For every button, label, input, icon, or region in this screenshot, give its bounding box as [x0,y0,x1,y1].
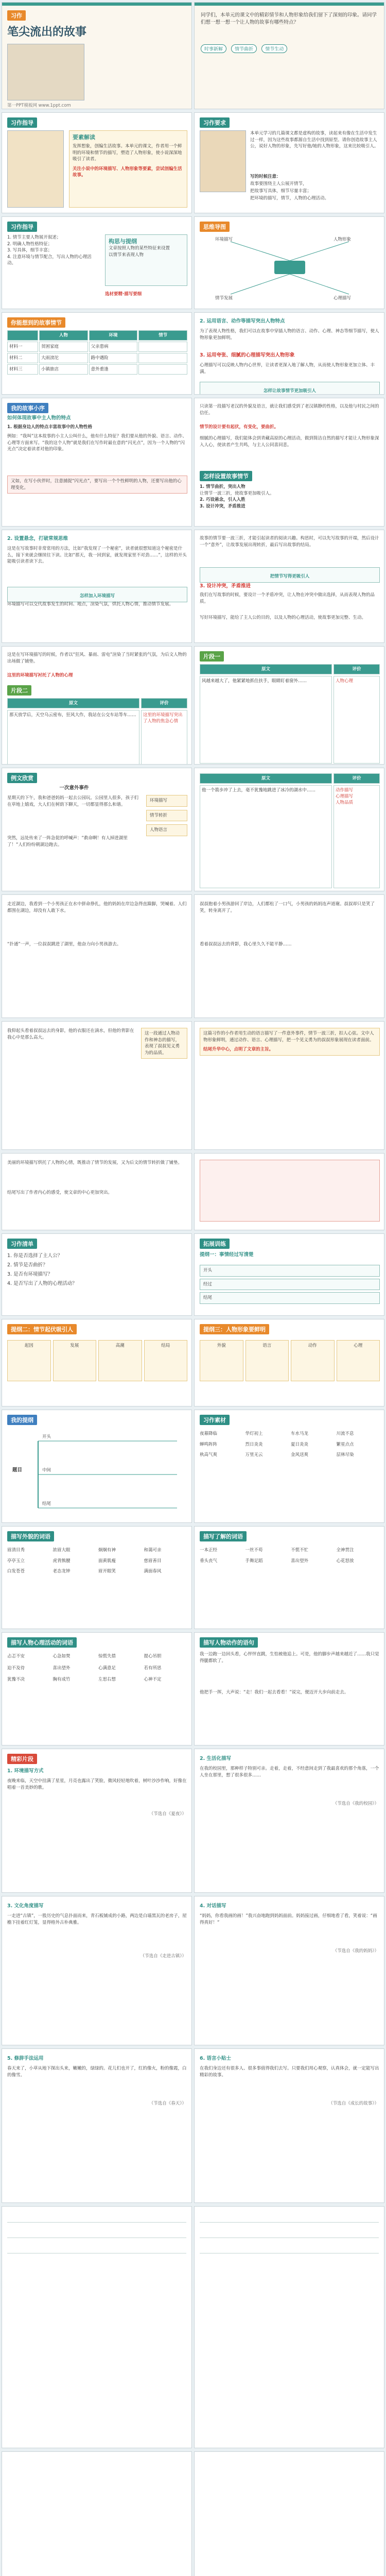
s22-items [200,1265,380,1304]
slide-environment [2,646,192,765]
s23-tag: 提纲二：情节起伏吸引人 [7,1324,77,1334]
compare-right-3: 人物品质 [336,800,354,805]
s3-req-1: 故事要围绕主人公展开情节， [250,181,307,187]
s33-sub: 3. 文化角度描写 [7,1903,44,1909]
mind-map-node-2: 人物形象 [334,237,352,242]
slide-essay-comment [194,1021,384,1150]
s7-para2: 心理描写可以反映人物内心世界，让读者更深入地了解人物，从而使人物形象更加立体、丰满。 [200,363,375,375]
s3-illustration [200,130,246,192]
s10-para: 这是在写故事时非常常用的方法，比如“我发现了一个秘密”，读者就很想知道这个秘密是什么，接下来就会继续往下读。比如“那天，我一回到家，就发现家里不对劲……”，这样的开头能吸引读者读下去。 [7,546,187,564]
slide-words-understanding [194,1526,384,1629]
slide-closing-left [2,2451,192,2576]
s4-right-box [105,234,187,286]
word: 金风送爽 [291,1452,309,1458]
s2-tag: 习作指导 [7,117,37,128]
word: 眉开眼笑 [98,1569,116,1574]
s4-right-2: 以情节来表现人物 [109,252,144,258]
s7-para: 为了表现人物性格，我们可以在故事中穿插人物的语言、动作、心理、神态等细节描写，使人物形象更加鲜明。 [200,329,379,341]
s34-para: “妈妈，你看我画的画！”我兴奋地跑到妈妈面前。妈妈接过画，仔细地看了看，笑着说：“画得真好！” [200,1913,377,1925]
s35-source: （节选自《春天》） [149,2101,186,2106]
mind-map [200,232,380,304]
s12-para: 这是在写环境描写的时候，作者以“狂风、暴雨、雷电”渲染了当时紧张的气氛，为后文人物的出场做了铺垫。 [7,652,187,664]
s32-para: 在我的校园里，那种样子特别可亲。走着，走着，不经意间走到了我最喜欢的那个角落，一个人坐在那里，想了很多很多…… [200,1766,379,1778]
slide-excerpt-6 [194,2048,384,2203]
pill-2: 情节曲折 [231,44,257,53]
slide-outline-three [194,1319,384,1406]
s9-para: 故事的情节要一波三折，才能引起读者的阅读兴趣。构思时，可以先写故事的开端，然后设计一个“意外”，让故事发展出现转折，最后写出故事的结局。 [200,536,379,548]
slide-plot-design [194,398,384,527]
slide-language-action [194,312,384,395]
s18-side: 这一段通过人物动作和神态的描写，表现了叔叔见义勇为的品质。 [141,1028,187,1059]
s5b-tag: 思维导图 [200,221,230,232]
s22-title: 提纲一：事情经过写清楚 [200,1252,254,1258]
s36-source: （节选自《成长的故事》） [328,2101,379,2106]
compare-right: 人物心理 [334,676,380,764]
s4-steps [7,234,100,267]
outline-item: 经过 [200,1279,380,1291]
s28-grid [200,1547,380,1564]
s8-tag: 怎样设置故事情节 [200,470,252,481]
word: 忐忑不安 [7,1654,25,1659]
word: 手舞足蹈 [245,1558,263,1564]
s10-para2: 环境描写可以交代故事发生的时间、地点，渲染气氛，烘托人物心情，推动情节发展。 [7,602,174,607]
slide-character-traits [2,398,192,527]
s13-compare [200,664,380,764]
s23-items [7,1340,187,1381]
slide-words-psychology [2,1632,192,1745]
s20-para2: 结尾写出了作者内心的感受，使文章的中心更加突出。 [7,1190,113,1195]
s36-para: 在我们身边还有很多人、很多事值得我们去写。只要我们用心观察，认真体会，就一定能写出精彩的故事。 [200,2066,379,2078]
s19-para: 这篇习作的小作者用生动的语言描写了一件意外事件，情节一波三折，扣人心弦。文中人物形象鲜明，通过动作、语言、心理描写，把一个见义勇为的叔叔形象展现在读者面前。 [203,1031,374,1043]
s33-para: 一走进“古镇”，一股历史的气息扑面而来，青石板铺成的小路，两边是白墙黑瓦的老房子，屋檐下挂着红灯笼，显得格外古朴典雅。 [7,1913,187,1925]
s6-tag: 我的故事小序 [7,402,48,413]
s3-tag: 习作要求 [200,117,230,128]
s25-label-1: 开头 [42,1434,51,1439]
s2-box [69,130,187,208]
word: 一本正经 [200,1548,218,1553]
s26-tag: 习作素材 [200,1414,230,1425]
outline-item: 心理 [337,1340,380,1381]
s4-right-title: 构思与提纲 [109,238,137,245]
word: 心神不定 [144,1677,162,1682]
word: 面黄肌瘦 [98,1558,116,1564]
s31-source: （节选自《夏夜》） [149,1811,186,1817]
slide-essay-part-4 [2,1021,192,1150]
s30-para: 我一边跑一边回头看，心怦怦直跳，生怕被他追上。可是，他的脚步声越来越近了……我只觉得腿都软了。 [200,1652,379,1664]
s25-label-3: 结尾 [42,1501,51,1506]
s6-sub1: 1. 根据身边人的特点丰富故事中的人物性格 [7,425,93,430]
mind-map-center [274,261,305,274]
s12-highlight: 这里的环境描写衬托了人物的心理 [7,673,73,678]
s6-body: 例如：“我叫”这本故事的小主人公叫什么，他有什么特征？我们要从他的外貌、语言、动作、心理等方面来写。“我的这个人物”就是我们在写作时最在意的“闪光点”，因为一个人物的“闪光点”决定着读者对他的印象。 [7,434,187,452]
s19-box [200,1028,380,1056]
s22-tag: 拓展训练 [200,1238,230,1249]
s33-source: （节选自《走进古镇》） [140,1954,186,1959]
s4-tag: 习作指导 [7,221,37,232]
table-cell: 材料三 [7,364,38,375]
slide-closing-right [194,2451,384,2576]
compare-head-right: 评价 [334,664,380,674]
outline-item: 发展 [53,1340,97,1381]
word: 浓眉大眼 [52,1548,71,1553]
s6-box: 又如，在写小伙伴时，注意捕捉“闪光点”，要写出一个个性鲜明的人物，还要写出他的心理变化。 [7,476,187,494]
slide-top-bar [195,3,384,6]
word: 白发苍苍 [7,1569,25,1574]
word: 犹豫不决 [7,1677,25,1682]
slide-intro [194,2,384,109]
s27-grid [7,1547,187,1575]
s2-illustration [7,130,64,208]
s3-text: 本单元学习的几篇课文都是虚构的故事，读起来有像在生活中发生过一样，因为这些故事都源自生活中找到原型。请你创造故事主人公，说好人物的形象，先写好他/她的人物形象，这来比较吸引人。 [250,131,379,149]
slide-guidance [2,216,192,309]
word: 蝉鸣阵阵 [200,1442,218,1447]
s2-box-title: 要素解读 [73,134,95,141]
table-cell-empty [138,364,187,375]
s26-grid [200,1431,380,1459]
table-cell: 路中遇险 [89,353,138,363]
s9-item-3: 2. 巧设悬念，引人入胜 [200,497,245,502]
slide-checklist [2,1233,192,1316]
word: 喜出望外 [291,1558,309,1564]
word: 心满意足 [98,1665,116,1671]
s9-item-1: 1. 情节曲折，突出人物 [200,484,245,489]
slide-suspense [2,530,192,643]
table-cell: 大雨滂沱 [39,353,88,363]
s3-req-label: 写的时候注意： [250,174,281,179]
word: 老态龙钟 [52,1569,71,1574]
slide-essay-part-2 [2,894,192,1018]
pill-3: 情节生动 [261,44,287,53]
s8-para2: 细腻的心理描写，我们能体会到青藏高原的心理活动，做到简洁自然的描写才能让人物形象深入人心，使读者产生共鸣，与主人公同喜同悲。 [200,436,379,448]
word: 心急如焚 [52,1654,71,1659]
checklist-item: 2. 情节是否曲折？ [7,1262,48,1268]
word: 惊慌失措 [98,1654,116,1659]
slide-comment-3 [194,1153,384,1230]
table-header-blank [7,330,38,341]
s4-step-4: 4. 注意环境与情节配合，写出人物的心理活动。 [7,254,92,266]
slide-example-essay [2,768,192,891]
word: 川流不息 [336,1431,354,1436]
slide-excerpt-3 [2,1896,192,2045]
mind-map-node-4: 心理描写 [334,296,352,301]
outline-item: 高潮 [98,1340,142,1381]
slide-story-table [2,312,192,395]
s9-list [200,484,380,510]
s32-source: （节选自《我的校园》） [332,1801,379,1806]
compare-right: 这里的环境描写突出了人物的焦急心情 [141,710,187,765]
s9-item-2: 让情节一波三折，使故事更加吸引人。 [200,490,274,496]
s4-step-3: 3. 写具体，细节丰富； [7,248,52,253]
table-header: 情节 [138,330,187,341]
s14-para: 星期天的下午，我和爸爸妈妈一起去公园玩。公园里人很多，孩子们在草地上嬉戏，大人们在树荫下聊天，一切都显得那么和谐。 [7,795,139,807]
mind-map-link [231,274,290,294]
compare-left: 他一个箭步冲了上去，毫不犹豫地跳进了冰冷的湖水中…… [200,785,332,888]
divider [200,2222,379,2223]
word: 垂头丧气 [200,1558,218,1564]
mind-map-node-1: 环境描写 [215,237,233,242]
compare-right [334,785,380,888]
s7-sub: 3. 运用夸张、细腻的心理描写突出人物形象 [200,352,295,358]
compare-left: 那天放学后，天空乌云密布，狂风大作，我站在公交车站等车…… [7,710,139,765]
word: 万里无云 [245,1452,263,1458]
table-cell: 父亲患病 [89,342,138,352]
s11-sub: 3. 设计冲突，矛盾推进 [200,583,251,589]
s21-list [7,1252,187,1287]
slide-outline-one [194,1233,384,1316]
word: 华灯初上 [245,1431,263,1436]
mind-map-node-3: 情节发展 [215,296,233,301]
cover-badge: 习作 [7,10,26,21]
table-cell: 意外重逢 [89,364,138,375]
s31-para: 夜晚来临，天空中挂满了星星，月亮也露出了笑脸，微风轻轻地吹着，树叶沙沙作响，好像在唱着一首美妙的歌。 [7,1778,187,1790]
s20-box [200,1160,380,1222]
s7-bar: 怎样让故事情节更加吸引人 [200,382,380,395]
word: 秋高气爽 [200,1452,218,1458]
s12-compare [7,698,187,765]
s29-tag: 描写人物心理活动的词语 [7,1637,77,1648]
s24-items [200,1340,380,1381]
word: 心花怒放 [336,1558,354,1564]
table-cell: 小镇旅店 [39,364,88,375]
table-cell-empty [138,342,187,352]
outline-item: 起因 [7,1340,51,1381]
s14-side [146,795,187,836]
slide-inspiration [194,216,384,309]
s10-sub: 2. 设置悬念，打破常规思维 [7,536,68,541]
compare-head-right: 评价 [141,698,187,708]
s31-sub: 1. 环境描写方式 [7,1768,44,1774]
slide-outline-two [2,1319,192,1406]
s14-tag: 例文欣赏 [7,772,37,783]
word: 满面春风 [144,1569,162,1574]
word: 全神贯注 [336,1548,354,1553]
mind-map-link [290,274,349,294]
slide-excerpt-1 [2,1749,192,1893]
s5-tag: 你能想到的故事情节 [7,317,65,328]
s9-bar: 把情节写得更吸引人 [200,567,380,583]
cover-illustration [7,44,84,100]
s17-para2: 看着叔叔远去的背影，我心里久久不能平静…… [200,942,292,947]
s3-req-2: 把故事写具体，细节尽量丰富； [250,189,312,194]
slide-material [194,1410,384,1523]
word: 左思右想 [98,1677,116,1682]
checklist-item: 3. 是否有环境描写？ [7,1272,53,1277]
s31-tag: 精彩片段 [7,1753,37,1764]
slide-requirement-reading [2,112,192,213]
s11-para: 我们在写故事的时候，要设计一个矛盾冲突，让人物在冲突中做出选择，从而表现人物的品质。 [200,592,375,604]
intro-pills [201,43,289,53]
checklist-item: 4. 是否写出了人物的心理活动？ [7,1281,77,1286]
slide-my-outline [2,1410,192,1523]
s29-grid [7,1653,187,1683]
slide-fragment-two [194,768,384,891]
s14-side-1: 环境描写 [146,795,187,807]
intro-text: 同学们，本单元的课文中的精彩情节和人物形象给我们留下了深刻的印象。请同学们想一想一想一个让人物的故事有哪些特点？ [201,12,377,25]
s19-highlight: 结尾升华中心，点明了文章的主旨。 [203,1047,274,1052]
s13-tag: 片段一 [200,651,224,662]
s27-tag: 描写外貌的词语 [7,1531,54,1541]
word: 胸有成竹 [52,1677,71,1682]
slide-requirements [194,112,384,213]
outline-item: 动作 [291,1340,335,1381]
slide-reading-left [2,2206,192,2448]
word: 夜幕降临 [200,1431,218,1436]
s35-sub: 5. 修辞手法运用 [7,2056,44,2061]
s28-tag: 描写了解的词语 [200,1531,247,1541]
slide-cover [2,2,192,109]
s10-bar: 怎样加入环境描写 [7,587,187,602]
word: 层林尽染 [336,1452,354,1458]
s35-para: 春天来了，小草从地下探出头来，嫩嫩的，绿绿的。花儿们也开了，红的像火，粉的像霞，白的像雪。 [7,2066,187,2078]
compare-head-left: 原文 [200,773,332,784]
s7-heading: 2. 运用语言、动作等描写突出人物特点 [200,318,285,324]
s14-side-3: 人物语言 [146,824,187,836]
compare-right-1: 动作描写 [336,788,354,793]
pill-1: 时事新解 [201,44,226,53]
compare-right-2: 心理描写 [336,794,354,799]
s2-text: 发挥想象，创编生活故事。本单元的课文，作者用一个鲜明的环境和情节的描写，塑造了人物形象，使小说深深地吸引了读者。 [73,144,182,162]
compare-head-left: 原文 [200,664,332,674]
slide-fragment-one [194,646,384,765]
word: 慈眉善目 [144,1558,162,1564]
s16-para2: “扑通”一声，一位叔叔跳进了湖里，他奋力向小男孩游去。 [7,942,121,947]
word: 眉清目秀 [7,1548,25,1553]
table-header: 环境 [89,330,138,341]
word: 一丝不苟 [245,1548,263,1553]
slide-words-appearance [2,1526,192,1629]
s30-tag: 描写人物动作的语句 [200,1637,258,1648]
s4-sub: 选材要精·描写要细 [105,292,142,297]
s12-tag: 片段二 [7,685,31,696]
slide-plot-twist [194,530,384,643]
s36-sub: 6. 语言小贴士 [200,2056,232,2061]
s16-para: 走近湖边，我看到一个小男孩正在水中拼命挣扎，他的妈妈在岸边急得直跺脚，哭喊着。人们都围在湖边，却没有人敢下水。 [7,902,187,913]
s8-highlight: 情节的设计要有起伏，有变化，要曲折。 [200,425,279,430]
outline-item: 结尾 [200,1292,380,1304]
s25-topic: 题目 [12,1467,23,1473]
word: 烈日炎炎 [245,1442,263,1447]
table-cell-empty [138,353,187,363]
outline-item: 语言 [245,1340,289,1381]
s14-title: 一次意外事件 [59,785,89,791]
s4-step-1: 1. 情节主要人物展开叙述； [7,235,61,240]
cover-title: 笔尖流出的故事 [7,25,87,39]
s4-right-1: 文章按照人物的某些特征来设置 [109,246,170,251]
s6-heading: 如何体现故事中主人物的特点 [7,415,71,421]
s11-para2: 写好环境描写，能给了主人公的目的，以及人物的心理活动，使故事更加完整、生动。 [200,615,366,620]
mind-map-link [231,242,290,261]
s20-para: 美丽的环境描写烘托了人物的心情，既推动了情节的发展，又为后文的情节转折做了铺垫。 [7,1160,183,1165]
divider [7,2222,186,2223]
word: 和蔼可亲 [144,1548,162,1553]
word: 迫不及待 [7,1665,25,1671]
slide-essay-part-3 [194,894,384,1018]
s24-tag: 提纲三：人物形象要鲜明 [200,1324,269,1334]
s8-para: 只读第一段描写老汉的外貌及语言，就让我们感受到了老汉镇静的性格，以及他与村民之间的信任。 [200,404,379,416]
s3-req-3: 把环境的描写，情节，人物的心理活动。 [250,196,329,201]
table-cell: 材料二 [7,353,38,363]
word: 夏日炎炎 [291,1442,309,1447]
s14-para2: 突然，远处传来了一阵急促的呼喊声：“救命啊！有人掉进湖里了！”人们纷纷朝湖边跑去。 [7,836,128,848]
word: 喜出望外 [52,1665,71,1671]
s15-compare [200,773,380,888]
s25-label-2: 中间 [42,1468,51,1473]
outline-item: 开头 [200,1265,380,1277]
outline-bracket [33,1431,187,1518]
s30-para2: 他把手一挥，大声说：“走！我们一起去看看！”说完，便迈开大步向前走去。 [200,1690,349,1695]
word: 不慌不忙 [291,1548,309,1553]
slide-excerpt-4 [194,1896,384,2045]
compare-head-left: 原文 [7,698,139,708]
slide-reading-right [194,2206,384,2448]
slide-action-sentences [194,1632,384,1745]
s14-side-2: 情节转折 [146,810,187,822]
word: 提心吊胆 [144,1654,162,1659]
s34-source: （节选自《我的妈妈》） [332,1948,379,1954]
slide-top-bar [2,3,191,6]
s2-highlight: 关注小说中的环境描写、人物形象等要素，尝试创编生活故事。 [73,166,182,178]
s9-item-4: 3. 设计冲突，矛盾推进 [200,503,245,509]
s21-tag: 习作清单 [7,1238,37,1249]
slide-comment-2 [2,1153,192,1230]
compare-head-right: 评价 [334,773,380,784]
cover-publisher: 第一PPT模板网 www.1ppt.com [7,103,71,108]
word: 车水马龙 [291,1431,309,1436]
word: 繁星点点 [336,1442,354,1447]
s18-para: 我仰起头看着叔叔远去的身影，他的衣服还在滴水，但他的背影在我心中是那么高大。 [7,1028,134,1040]
table-header: 人物 [39,330,88,341]
word: 虎背熊腰 [52,1558,71,1564]
table-cell: 贫困家庭 [39,342,88,352]
word: 炯炯有神 [98,1548,116,1553]
slide-excerpt-2 [194,1749,384,1893]
s25-tag: 我的提纲 [7,1414,37,1425]
s34-sub: 4. 对话描写 [200,1903,226,1909]
story-table [7,330,187,375]
outline-item: 外貌 [200,1340,243,1381]
table-cell: 材料一 [7,342,38,352]
word: 若有所思 [144,1665,162,1671]
word: 亭亭玉立 [7,1558,25,1564]
mind-map-link [290,242,349,261]
s17-para: 叔叔抱着小男孩游回了岸边，人们都松了一口气，小男孩的妈妈连声道谢。叔叔却只是笑了笑，转身离开了。 [200,902,375,913]
compare-left: 风越来越大了，他紧紧地抓住扶手，眼睛盯着窗外…… [200,676,332,764]
s32-sub: 2. 生活化描写 [200,1756,232,1761]
slide-excerpt-5 [2,2048,192,2203]
checklist-item: 1. 你是否选择了主人公？ [7,1253,63,1259]
outline-item: 结局 [144,1340,188,1381]
s4-step-2: 2. 明确人物性格特征； [7,241,52,247]
